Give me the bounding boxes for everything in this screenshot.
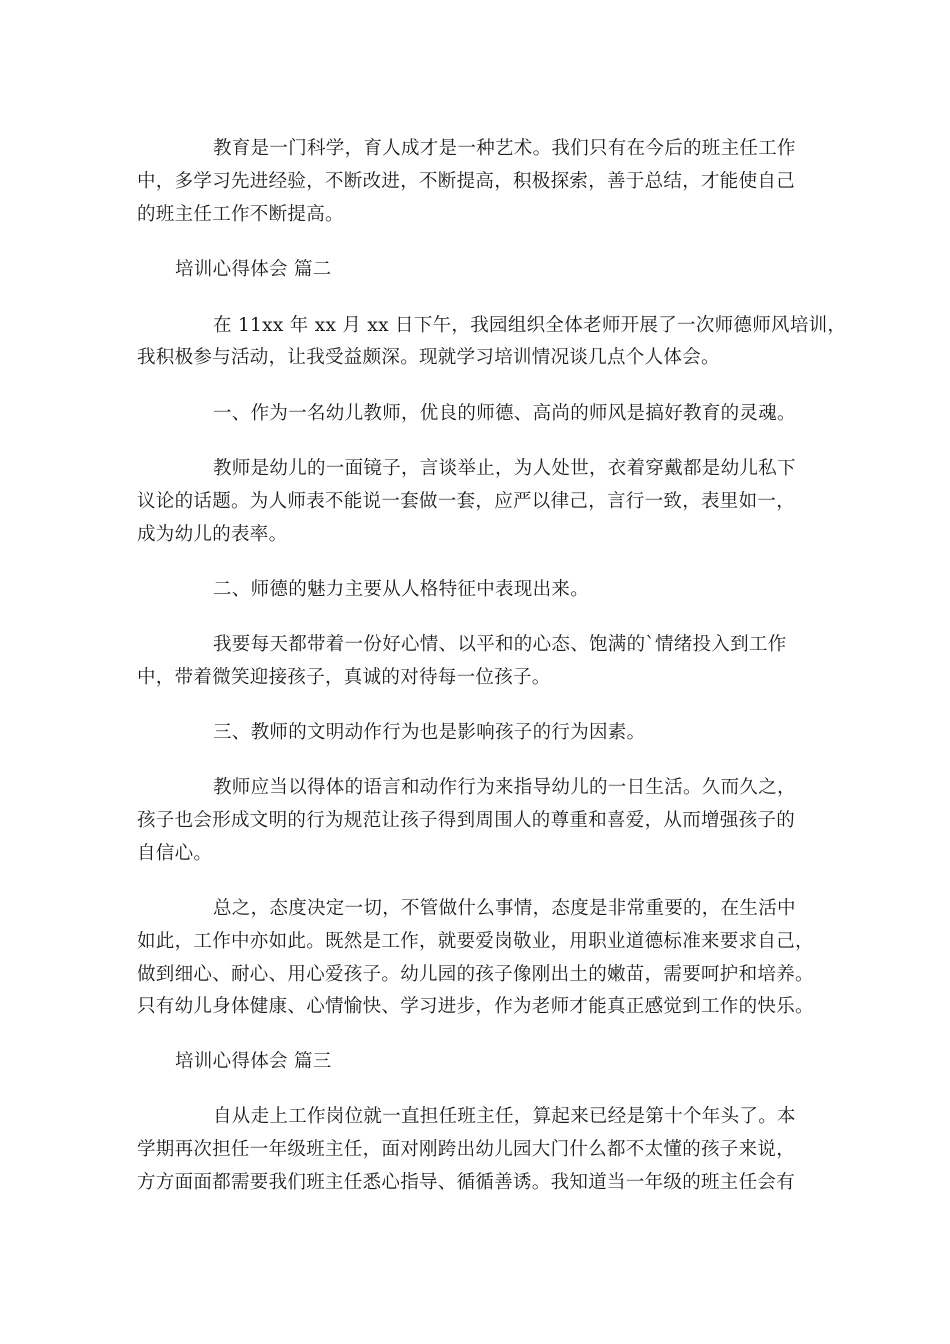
text-line: 方方面面都需要我们班主任悉心指导、循循善诱。我知道当一年级的班主任会有: [137, 1172, 796, 1193]
text-line: 在 11xx 年 xx 月 xx 日下午，我园组织全体老师开展了一次师德师风培训，: [213, 315, 847, 336]
text-line: 的班主任工作不断提高。: [137, 204, 344, 225]
text-line: 如此，工作中亦如此。既然是工作，就要爱岗敬业，用职业道德标准来要求自己，: [137, 931, 814, 952]
text-line: 教育是一门科学，育人成才是一种艺术。我们只有在今后的班主任工作: [213, 138, 796, 159]
section-heading: 培训心得体会 篇三: [175, 1051, 332, 1072]
text-line: 自从走上工作岗位就一直担任班主任，算起来已经是第十个年头了。本: [213, 1106, 796, 1127]
section-heading: 培训心得体会 篇二: [175, 259, 332, 280]
text-line: 三、教师的文明动作行为也是影响孩子的行为因素。: [213, 722, 646, 743]
text-line: 我要每天都带着一份好心情、以平和的心态、饱满的`情绪投入到工作: [213, 634, 787, 655]
text-line: 中，带着微笑迎接孩子，真诚的对待每一位孩子。: [137, 667, 551, 688]
text-line: 做到细心、耐心、用心爱孩子。幼儿园的孩子像刚出土的嫩苗，需要呵护和培养。: [137, 964, 814, 985]
text-line: 我积极参与活动，让我受益颇深。现就学习培训情况谈几点个人体会。: [137, 347, 720, 368]
text-line: 学期再次担任一年级班主任，面对刚跨出幼儿园大门什么都不太懂的孩子来说，: [137, 1139, 796, 1160]
text-line: 二、师德的魅力主要从人格特征中表现出来。: [213, 579, 590, 600]
text-line: 总之，态度决定一切，不管做什么事情，态度是非常重要的，在生活中: [213, 898, 796, 919]
text-line: 自信心。: [137, 843, 213, 864]
text-line: 议论的话题。为人师表不能说一套做一套，应严以律己，言行一致，表里如一，: [137, 491, 796, 512]
text-line: 中，多学习先进经验，不断改进，不断提高，积极探索，善于总结，才能使自己: [137, 171, 796, 192]
text-line: 教师是幼儿的一面镜子，言谈举止，为人处世，衣着穿戴都是幼儿私下: [213, 458, 796, 479]
text-line: 孩子也会形成文明的行为规范让孩子得到周围人的尊重和喜爱，从而增强孩子的: [137, 810, 796, 831]
text-line: 一、作为一名幼儿教师，优良的师德、高尚的师风是搞好教育的灵魂。: [213, 403, 796, 424]
text-line: 只有幼儿身体健康、心情愉快、学习进步，作为老师才能真正感觉到工作的快乐。: [137, 996, 814, 1017]
text-line: 教师应当以得体的语言和动作行为来指导幼儿的一日生活。久而久之，: [213, 777, 796, 798]
text-line: 成为幼儿的表率。: [137, 524, 288, 545]
